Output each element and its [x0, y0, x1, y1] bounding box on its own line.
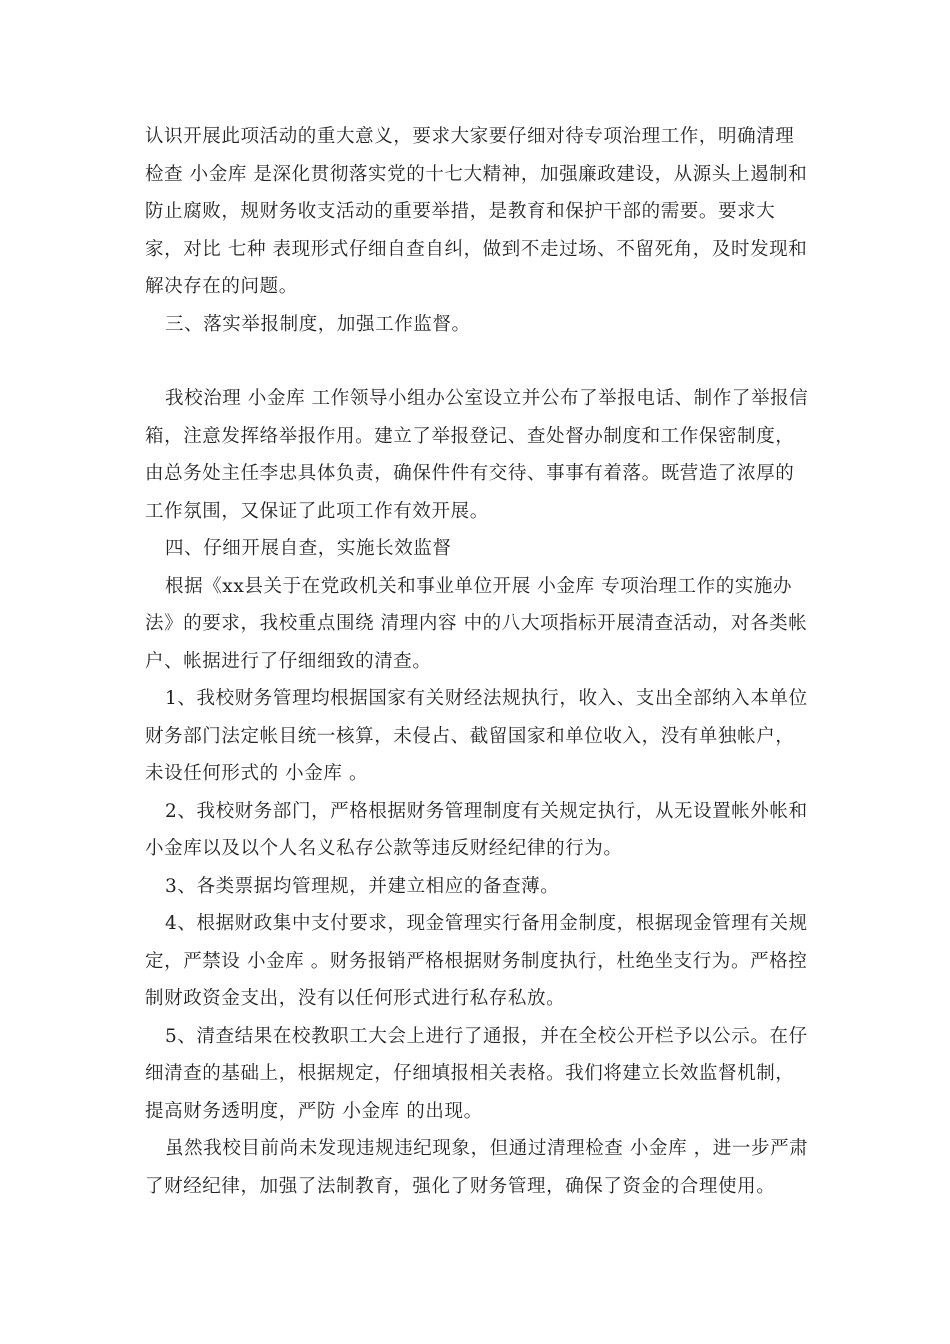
list-item-5: 5、清查结果在校教职工大会上进行了通报，并在全校公开栏予以公示。在仔细清查的基础上，根据规定，仔细填报相关表格。我们将建立长效监督机制，提高财务透明度，严防 小金库 的出现。 [145, 1025, 808, 1122]
section-heading-reporting: 三、落实举报制度，加强工作监督。 [165, 313, 471, 335]
list-item-1: 1、我校财务管理均根据国家有关财经法规执行，收入、支出全部纳入本单位财务部门法定帐目统一核算，未侵占、截留国家和单位收入，没有单独帐户，未设任何形式的 小金库 。 [145, 688, 808, 784]
paragraph-reporting: 我校治理 小金库 工作领导小组办公室设立并公布了举报电话、制作了举报信箱，注意发挥络举报作用。建立了举报登记、查处督办制度和工作保密制度，由总务处主任李忠具体负责，确保件件有交待、事事有着落。既营造了浓厚的工作氛围，又保证了此项工作有效开展。 [145, 388, 809, 522]
blank-line [145, 343, 810, 380]
list-item-4: 4、根据财政集中支付要求，现金管理实行备用金制度，根据现金管理有关规定，严禁设 小金库 。财务报销严格根据财务制度执行，杜绝坐支行为。严格控制财政资金支出，没有以任何形式进行私存私放。 [145, 913, 808, 1009]
paragraph-significance: 认识开展此项活动的重大意义，要求大家要仔细对待专项治理工作，明确清理检查 小金库 是深化贯彻落实党的十七大精神，加强廉政建设，从源头上遏制和防止腐败，规财务收支活动的重要举措，是教育和保护干部的需要。要求大家，对比 七种 表现形式仔细自查自纠，做到不走过场、不留死角，及时发现和解决存在的问题。 [145, 126, 808, 297]
document-body [145, 118, 810, 1205]
section-heading-self-inspection: 四、仔细开展自查，实施长效监督 [165, 538, 452, 559]
list-item-3: 3、各类票据均管理规，并建立相应的备查薄。 [165, 875, 560, 897]
paragraph-conclusion: 虽然我校目前尚未发现违规违纪现象，但通过清理检查 小金库 ，进一步严肃了财经纪律，加强了法制教育，强化了财务管理，确保了资金的合理使用。 [145, 1138, 809, 1197]
paragraph-inspection-basis: 根据《xx县关于在党政机关和事业单位开展 小金库 专项治理工作的实施办法》的要求，我校重点围绕 清理内容 中的八大项指标开展清查活动，对各类帐户、帐据进行了仔细细致的清查。 [145, 575, 808, 672]
list-item-2: 2、我校财务部门，严格根据财务管理制度有关规定执行，从无设置帐外帐和小金库以及以个人名义私存公款等违反财经纪律的行为。 [145, 800, 808, 859]
